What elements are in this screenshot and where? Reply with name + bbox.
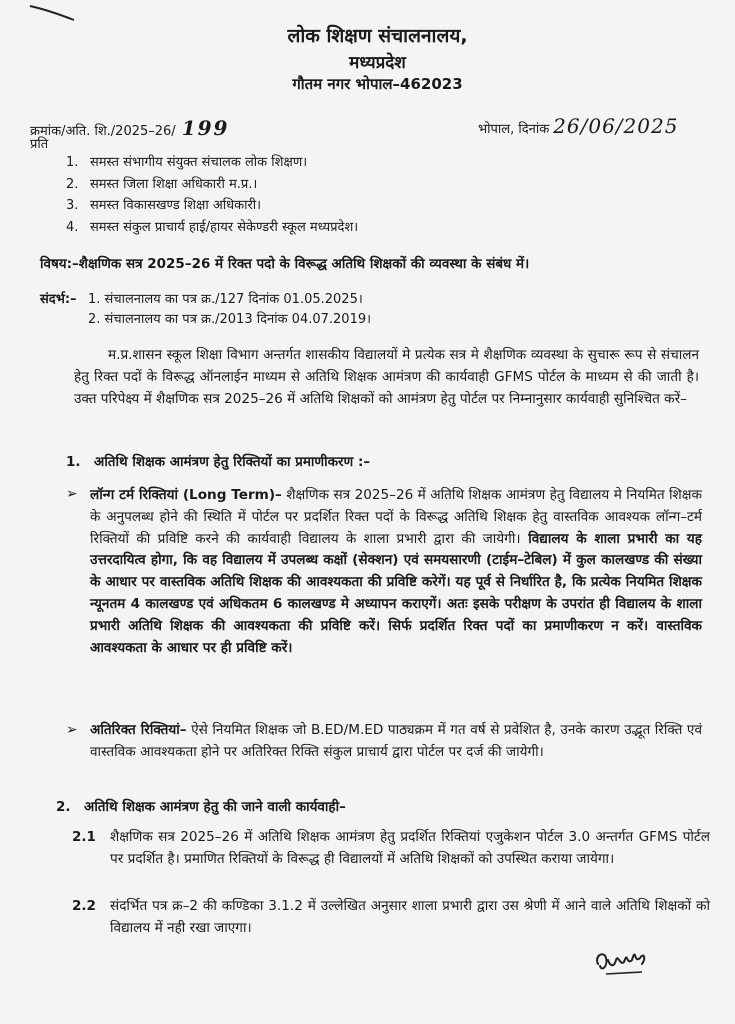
references-label: संदर्भ:–	[40, 292, 77, 307]
letter-reference	[30, 116, 229, 140]
subject-line: विषय:–शैक्षणिक सत्र 2025–26 में रिक्त पदो के विरूद्ध अतिथि शिक्षकों की व्यवस्था के संबंध में।	[40, 256, 530, 272]
list-item: 2. समस्त जिला शिक्षा अधिकारी म.प्र.।	[66, 176, 258, 192]
letter-date	[478, 114, 678, 138]
pen-stroke-mark	[28, 2, 78, 24]
office-state: मध्यप्रदेश	[349, 53, 406, 73]
additional-vacancy-paragraph	[90, 720, 702, 764]
reference-list	[40, 290, 371, 330]
long-term-responsibility: विद्यालय के शाला प्रभारी का यह उत्तरदायित्व होगा, कि वह विद्यालय में उपलब्ध कक्षों (सेक्शन) एवं समयसारणी (टाईम–टेबिल) में कुल कालखण्ड की संख्या के आधार पर वास्तविक अतिथि शिक्षक की आवश्यकता की प्रविष्टि करेगें। यह पूर्व से निर्धारित है, कि प्रत्येक नियमित शिक्षक न्यूनतम 4 कालखण्ड एवं अधिकतम 6 कालखण्ड मे अध्यापन कराएगें। अतः इसके परीक्षण के उपरांत ही विद्यालय के शाला प्रभारी अतिथि शिक्षक की आवश्यकता की प्रविष्टि करें। सिर्फ प्रदर्शित रिक्त पदों का प्रमाणीकरण न करें। वास्तविक आवश्यकता के आधार पर ही प्रविष्टि करें।	[90, 530, 703, 656]
long-term-paragraph	[90, 485, 702, 659]
list-item: 1. समस्त संभागीय संयुक्त संचालक लोक शिक्षण।	[66, 155, 308, 170]
arrow-bullet-icon: ➢	[66, 486, 78, 502]
item-2-1-paragraph: शैक्षणिक सत्र 2025–26 में अतिथि शिक्षक आमंत्रण हेतु प्रदर्शित रिक्तियां एजुकेशन पोर्टल 3.0 अन्तर्गत GFMS पोर्टल पर प्रदर्शित है। प्रमाणित रिक्तियों के विरूद्ध ही विद्यालयों में अतिथि शिक्षकों को उपस्थित कराया जायेगा।	[110, 829, 710, 867]
list-item: 4. समस्त संकुल प्राचार्य हाई/हायर सेकेण्डरी स्कूल मध्यप्रदेश।	[66, 219, 359, 235]
office-address: गौतम नगर भोपाल–462023	[292, 75, 463, 93]
long-term-title: लॉन्ग टर्म रिक्तियां (Long Term)–	[90, 487, 282, 503]
additional-title: अतिरिक्त रिक्तियां–	[90, 722, 187, 738]
item-2-2-paragraph: संदर्भित पत्र क्र–2 की कण्डिका 3.1.2 में उल्लेखित अनुसार शाला प्रभारी द्वारा उस श्रेणी में आने वाले अतिथि शिक्षकों को विद्यालय में नही रखा जाएगा।	[110, 898, 710, 936]
item-number: 2.2	[72, 898, 96, 914]
section-1-heading: 1. अतिथि शिक्षक आमंत्रण हेतु रिक्तियों का प्रमाणीकरण :–	[66, 454, 371, 470]
reference-number: 199	[181, 116, 230, 140]
reference-item: 1. संचालनालय का पत्र क्र./127 दिनांक 01.05.2025।	[88, 292, 363, 307]
additional-text: ऐसे नियमित शिक्षक जो B.ED/M.ED पाठ्यक्रम में गत वर्ष से प्रवेशित है, उनके कारण उद्भूत रिक्ति एवं वास्तविक आवश्यकता होने पर अतिरिक्त रिक्ति संकुल प्राचार्य द्वारा पोर्टल पर दर्ज की जायेगी।	[90, 722, 703, 760]
recipient-list	[66, 152, 358, 238]
place-date-label: भोपाल, दिनांक	[478, 122, 550, 137]
list-item: 3. समस्त विकासखण्ड शिक्षा अधिकारी।	[66, 198, 262, 213]
to-label: प्रति	[30, 137, 49, 152]
signature-initials	[592, 936, 652, 980]
item-number: 2.1	[72, 829, 96, 845]
office-title: लोक शिक्षण संचालनालय,	[287, 25, 468, 47]
section-2-heading: 2. अतिथि शिक्षक आमंत्रण हेतु की जाने वाली कार्यवाही–	[56, 799, 346, 815]
handwritten-date: 26/06/2025	[553, 114, 679, 138]
intro-paragraph: म.प्र.शासन स्कूल शिक्षा विभाग अन्तर्गत शासकीय विद्यालयों मे प्रत्येक सत्र मे शैक्षणिक व्यवस्था के सुचारू रूप से संचालन हेतु रिक्त पदों के विरूद्ध ऑनलाईन माध्यम से अतिथि शिक्षक आमंत्रण की कार्यवाही GFMS पोर्टल के माध्यम से की जाती है। उक्त परिपेक्ष्य में शैक्षणिक सत्र 2025–26 में अतिथि शिक्षकों को आमंत्रण हेतु पोर्टल पर निम्नानुसार कार्यवाही सुनिश्चित करें–	[74, 347, 699, 407]
reference-label: क्रमांक/अति. शि./2025–26/	[30, 124, 176, 139]
reference-item: 2. संचालनालय का पत्र क्र./2013 दिनांक 04.07.2019।	[88, 312, 372, 327]
arrow-bullet-icon: ➢	[66, 722, 78, 738]
long-term-text: शैक्षणिक सत्र 2025–26 में अतिथि शिक्षक आमंत्रण हेतु विद्यालय मे नियमित शिक्षक के अनुपलब्ध होने की स्थिति में पोर्टल पर प्रदर्शित रिक्त पदों के विरूद्ध अतिथि शिक्षक हेतु वास्तविक आवश्यक लॉन्ग–टर्म रिक्तियों की प्रविष्टि करने की कार्यवाही विद्यालय के शाला प्रभारी द्वारा की जायेगी।	[90, 487, 702, 547]
